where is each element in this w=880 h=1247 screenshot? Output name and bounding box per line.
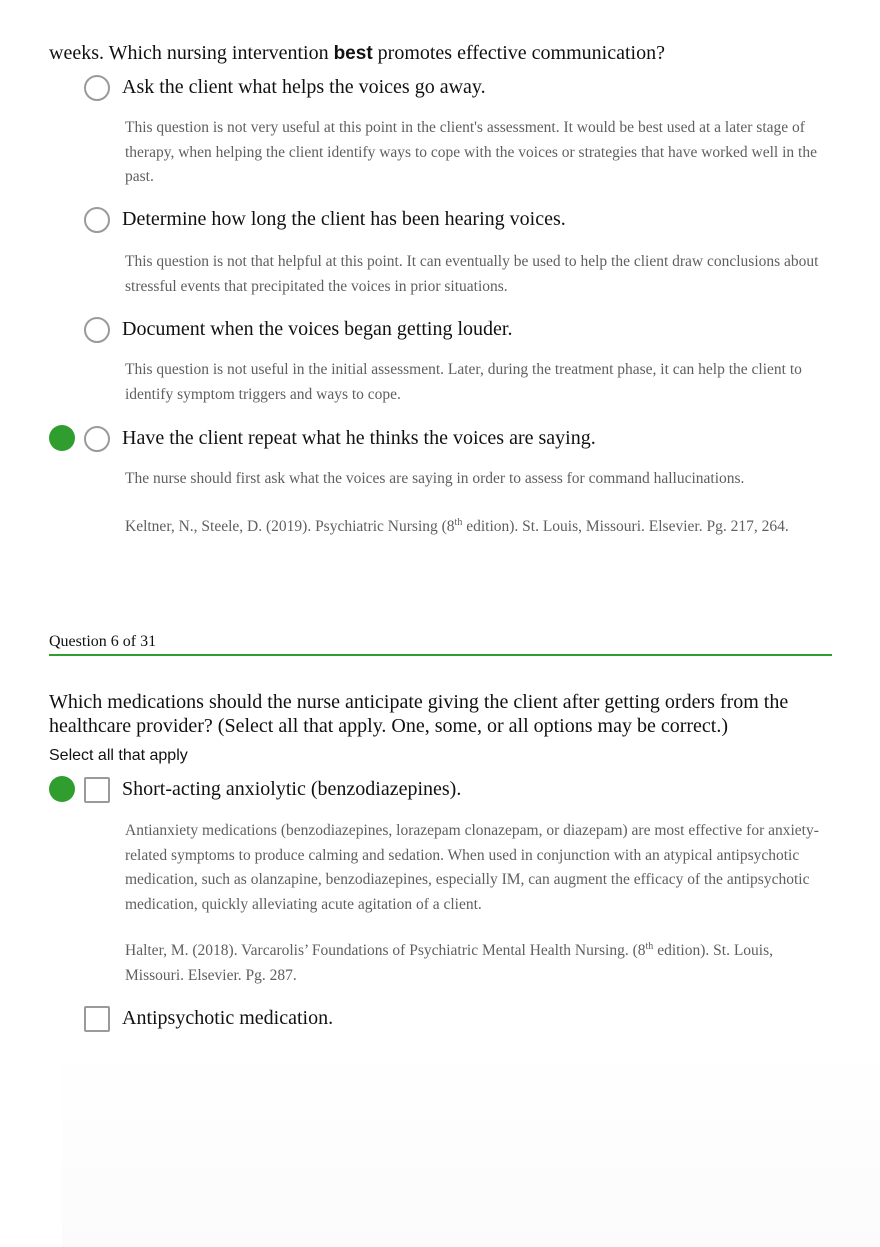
reference-text-end: edition). St. Louis, Missouri. Elsevier. Pg. 287. <box>125 942 774 984</box>
answer-option[interactable] <box>0 774 880 804</box>
checkbox[interactable] <box>84 777 110 803</box>
stem-prefix: weeks. Which nursing intervention <box>49 42 334 64</box>
bottom-shade <box>62 1040 880 1247</box>
radio-button[interactable] <box>84 317 110 343</box>
question-text: Which medications should the nurse anticipate giving the client after getting orders from the healthcare provider? (Select all that apply. One, some, or all options may be correct.) <box>49 691 789 737</box>
option-feedback: This question is not that helpful at this point. It can eventually be used to help the client draw conclusions about stressful events that precipitated the voices in prior situations. <box>125 253 819 295</box>
option-feedback: This question is not very useful at this point in the client's assessment. It would be best used at a later stage of therapy, when helping the client identify ways to cope with the voices or strategies that have worked well in the past. <box>125 119 817 185</box>
option-label: Short-acting anxiolytic (benzodiazepines). <box>122 778 462 800</box>
radio-button[interactable] <box>84 75 110 101</box>
option-feedback: The nurse should first ask what the voices are saying in order to assess for command hallucinations. <box>125 470 745 487</box>
option-label: Antipsychotic medication. <box>122 1007 334 1029</box>
radio-button[interactable] <box>84 207 110 233</box>
answer-option[interactable] <box>0 204 880 234</box>
reference-text-end: edition). St. Louis, Missouri. Elsevier. Pg. 217, 264. <box>462 518 789 535</box>
question-number: Question 6 of 31 <box>49 633 157 650</box>
option-feedback: This question is not useful in the initial assessment. Later, during the treatment phase, it can help the client to identify symptom triggers and ways to cope. <box>125 361 802 403</box>
reference-citation <box>125 939 830 988</box>
option-feedback: Antianxiety medications (benzodiazepines, lorazepam clonazepam, or diazepam) are most effective for anxiety-related symptoms to produce calming and sedation. When used in conjunction with an atypical antipsychotic medication, such as olanzapine, benzodiazepines, especially IM, can augment the efficacy of the antipsychotic medication, quickly alleviating acute agitation of a client. <box>125 822 819 913</box>
option-label: Have the client repeat what he thinks the voices are saying. <box>122 427 596 449</box>
correct-answer-marker <box>49 425 75 451</box>
option-label: Document when the voices began getting louder. <box>122 318 513 340</box>
answer-option[interactable] <box>0 1003 880 1033</box>
answer-option[interactable] <box>0 314 880 344</box>
stem-emphasis: best <box>333 43 373 64</box>
radio-button[interactable] <box>84 426 110 452</box>
reference-superscript: th <box>645 940 654 952</box>
option-label: Determine how long the client has been hearing voices. <box>122 208 566 230</box>
question-instruction: Select all that apply <box>49 747 188 764</box>
reference-superscript: th <box>454 516 463 528</box>
reference-text: Halter, M. (2018). Varcarolis’ Foundations of Psychiatric Mental Health Nursing. (8 <box>125 942 646 959</box>
answer-option[interactable] <box>0 72 880 102</box>
checkbox[interactable] <box>84 1006 110 1032</box>
option-label: Ask the client what helps the voices go away. <box>122 76 486 98</box>
previous-question-stem <box>49 40 665 67</box>
reference-text: Keltner, N., Steele, D. (2019). Psychiatric Nursing (8 <box>125 518 455 535</box>
answer-option[interactable] <box>0 423 880 453</box>
question-header <box>49 632 832 656</box>
reference-citation <box>125 515 830 540</box>
correct-answer-marker <box>49 776 75 802</box>
stem-suffix: promotes effective communication? <box>372 42 665 64</box>
